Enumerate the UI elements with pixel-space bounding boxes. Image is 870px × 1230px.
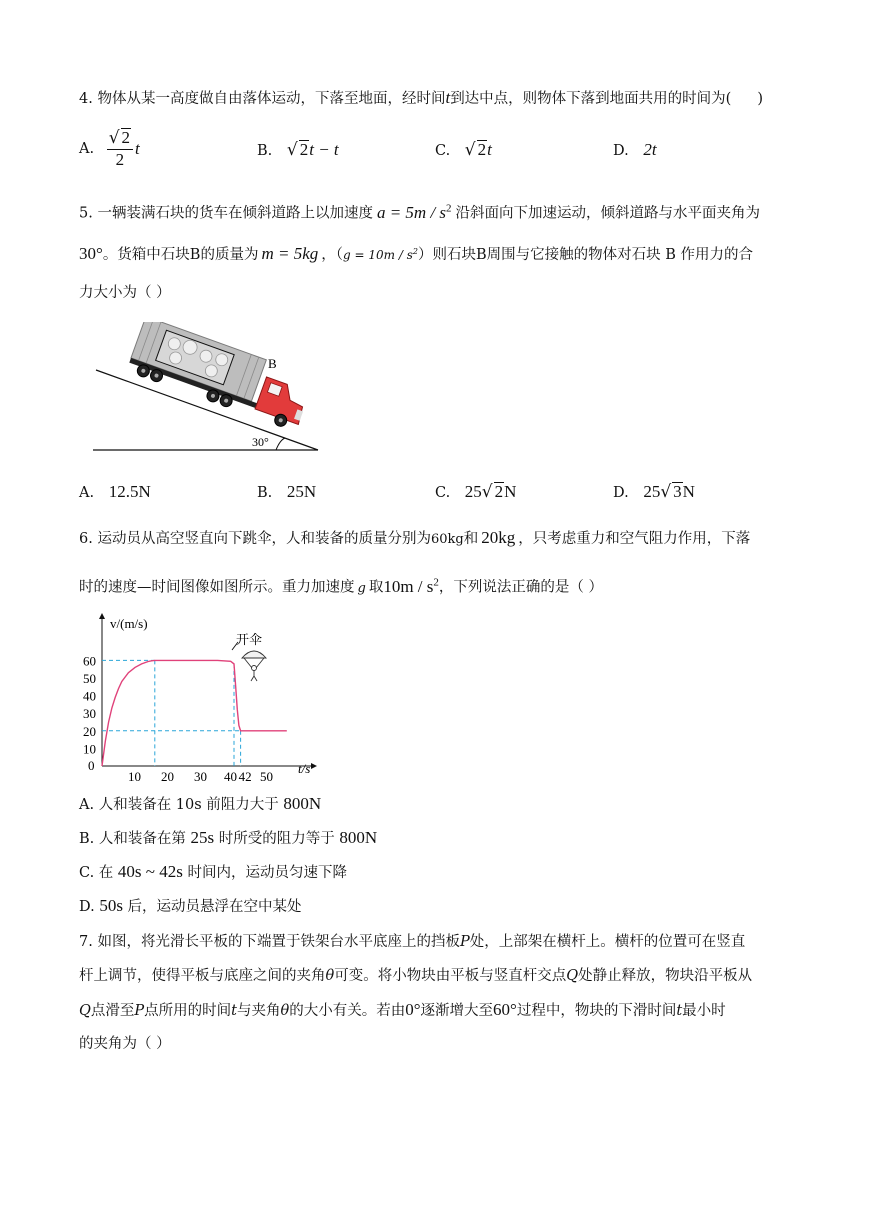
- q7-line-3: Q点滑至P点所用的时间t与夹角θ的大小有关。若由0°逐渐增大至60°过程中，物块的下滑时间t最小时: [79, 1000, 726, 1019]
- q4-option-b[interactable]: B. √ 2t − t: [257, 140, 339, 160]
- q6-option-d[interactable]: D. 50s 后，运动员悬浮在空中某处: [79, 896, 302, 915]
- truck-on-incline-figure: [88, 322, 323, 454]
- x-tick-label: 10: [128, 769, 141, 782]
- velocity-curve: [102, 660, 287, 766]
- y-axis-label: v/(m/s): [110, 616, 148, 631]
- block-b-label: B: [268, 356, 277, 371]
- y-tick-label: 40: [83, 688, 96, 704]
- q5-line-2: 30°。货箱中石块B的质量为 m = 5kg ，$(g = 10m / s^2)$则石块B周围与它接触的物体对石块 B 作用力的合: [79, 244, 753, 263]
- q6-option-b[interactable]: B. 人和装备在第 25s 时所受的阻力等于 800N: [79, 828, 378, 847]
- q5-option-d[interactable]: D. 25√ 3N: [613, 482, 695, 502]
- gravity-value: $g = 10m / s^2$: [343, 247, 418, 262]
- q6-line-2: 时的速度—时间图像如图所示。重力加速度 g 取$10m / s^2$，下列说法正确的是（ ）: [79, 576, 603, 596]
- q7-line-4: 的夹角为（ ）: [79, 1036, 171, 1052]
- q7-line-2: 杆上调节，使得平板与底座之间的夹角θ可变。将小物块由平板与竖直杆交点Q处静止释放，物块沿平板从: [79, 968, 753, 984]
- acceleration-value: $a = 5m / s^2$: [376, 202, 452, 222]
- y-tick-label: 50: [83, 671, 96, 686]
- y-tick-label: 30: [83, 706, 96, 722]
- q5-line-3: 力大小为（ ）: [79, 285, 171, 301]
- velocity-time-chart: [76, 610, 326, 782]
- q6-line-1: 6. 运动员从高空竖直向下跳伞，人和装备的质量分别为60kg和 20kg ，只考虑重力和空气阻力作用，下落: [79, 528, 751, 547]
- parachute-label: 开伞: [236, 632, 263, 647]
- x-tick-label: 30: [194, 769, 207, 782]
- x-tick-label: 42: [238, 769, 252, 782]
- gravity-value: $10m / s^2$: [383, 576, 439, 596]
- q4-option-d[interactable]: D. 2t: [613, 140, 657, 159]
- x-tick-label: 20: [161, 769, 174, 782]
- q4-option-c[interactable]: C. √ 2t: [435, 140, 492, 160]
- q5-option-a[interactable]: A. 12.5N: [79, 482, 151, 501]
- q5-line-1: 5. 一辆装满石块的货车在倾斜道路上以加速度 $a = 5m / s^2$ 沿斜面向下加速运动，倾斜道路与水平面夹角为: [79, 202, 761, 222]
- fraction: $\frac{√ 2}{2}$: [107, 128, 133, 170]
- q5-option-c[interactable]: C. 25√ 2N: [435, 482, 517, 502]
- q6-option-c[interactable]: C. 在 40s ~ 42s 时间内，运动员匀速下降: [79, 862, 347, 881]
- q4-option-a[interactable]: A. $\frac{√ 2}{2}$ t: [79, 128, 140, 169]
- y-tick-label: 0: [88, 758, 95, 773]
- parachutist-icon: [242, 651, 266, 681]
- x-axis-label: t/s: [298, 761, 311, 776]
- x-tick-label: 50: [260, 769, 273, 782]
- y-tick-label: 60: [83, 653, 96, 669]
- q6-option-a[interactable]: A. 人和装备在 10s 前阻力大于 800N: [79, 794, 322, 813]
- y-tick-label: 20: [83, 723, 96, 739]
- q7-line-1: 7. 如图，将光滑长平板的下端置于铁架台水平底座上的挡板P处，上部架在横杆上。横杆的位置可在竖直: [79, 934, 746, 950]
- q4-stem: 4. 物体从某一高度做自由落体运动，下落至地面，经时间t到达中点，则物体下落到地面共用的时间为( ): [79, 88, 764, 107]
- q5-option-b[interactable]: B. 25N: [257, 482, 317, 501]
- angle-label: 30°: [252, 435, 269, 449]
- y-tick-label: 10: [83, 741, 96, 757]
- x-tick-label: 40: [224, 769, 237, 782]
